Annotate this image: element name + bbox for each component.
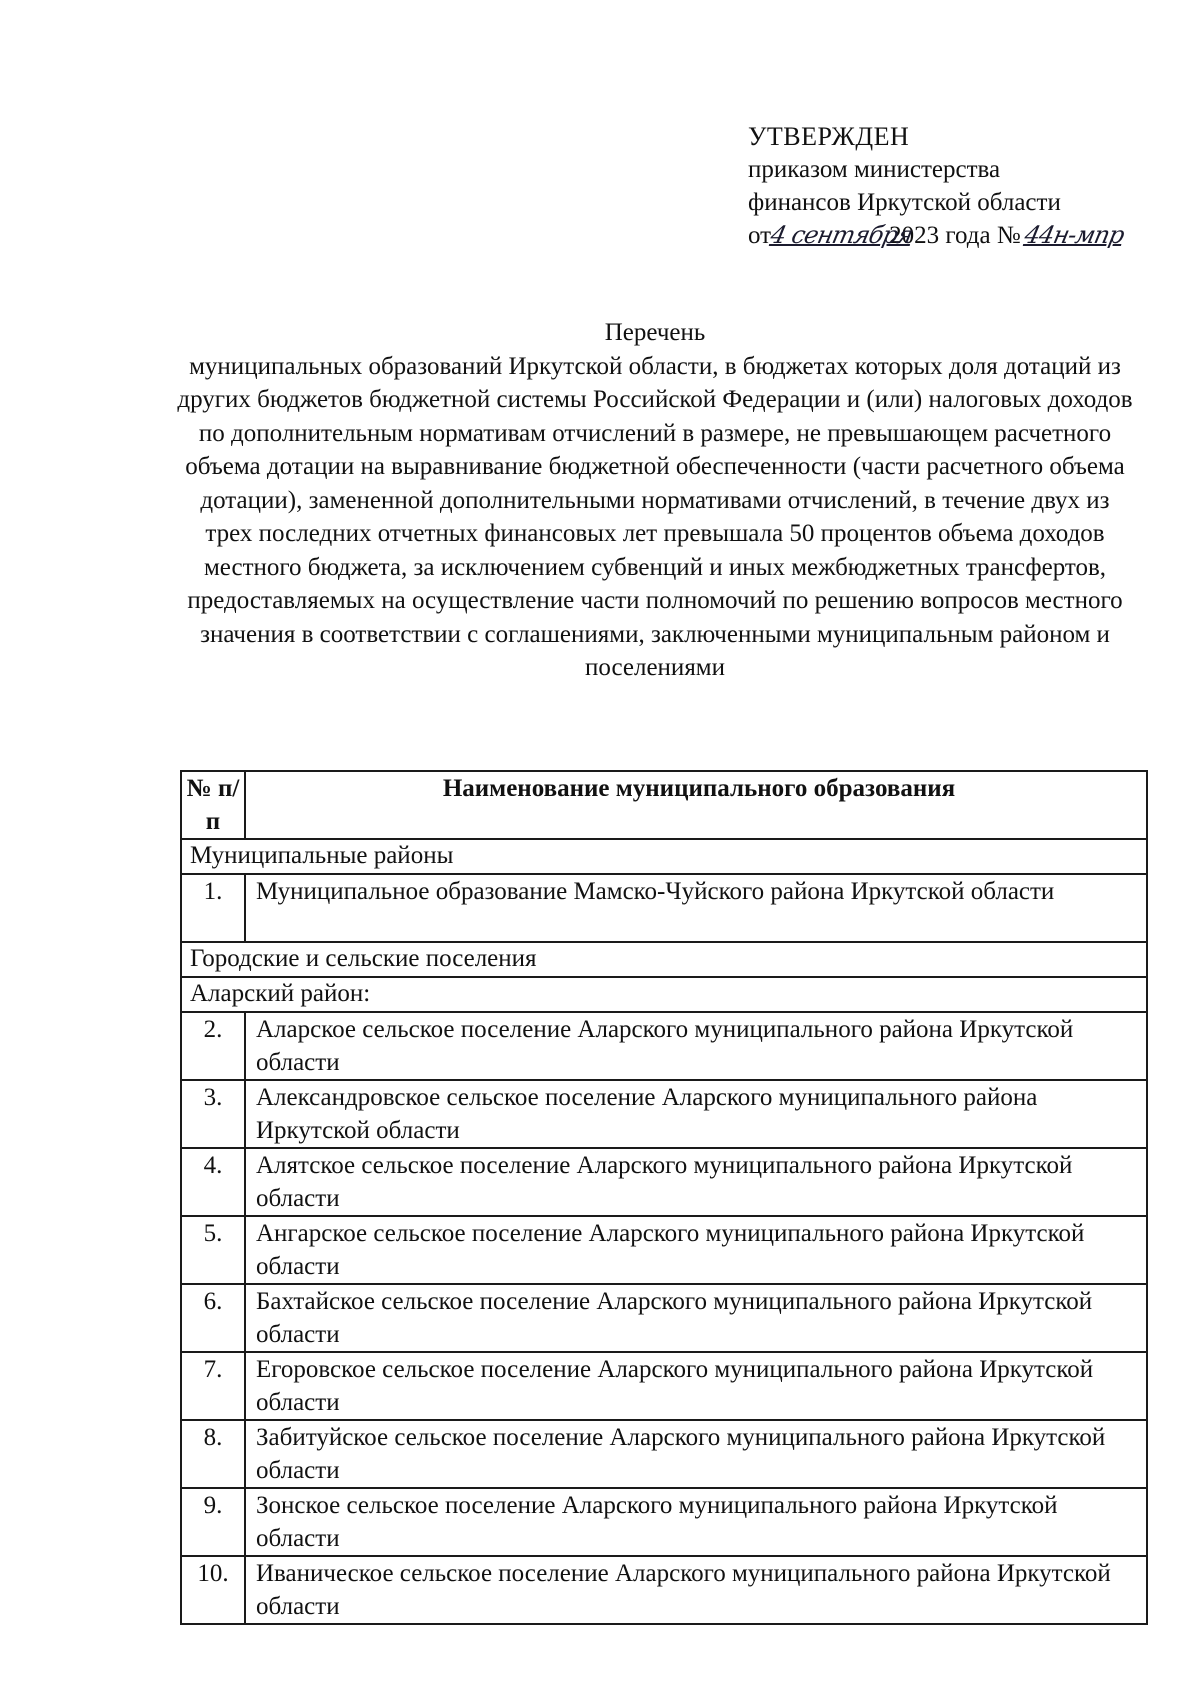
approval-block: [748, 120, 1168, 252]
table-row: [181, 1216, 1147, 1284]
document-heading: [175, 316, 1135, 685]
table-row: [181, 1488, 1147, 1556]
row-number: 6.: [181, 1284, 245, 1352]
row-number: 8.: [181, 1420, 245, 1488]
row-name: Муниципальное образование Мамско-Чуйского района Иркутской области: [245, 874, 1147, 942]
row-name: Аларское сельское поселение Аларского муниципального района Иркутской области: [245, 1012, 1147, 1080]
table-row: [181, 1556, 1147, 1624]
row-number: 7.: [181, 1352, 245, 1420]
row-name: Александровское сельское поселение Аларского муниципального района Иркутской области: [245, 1080, 1147, 1148]
approval-date-line: [748, 219, 1168, 252]
row-number: 3.: [181, 1080, 245, 1148]
column-header-number: № п/п: [181, 771, 245, 839]
approval-title: УТВЕРЖДЕН: [748, 122, 910, 151]
approval-line-1: приказом министерства: [748, 156, 1001, 183]
row-name: Иваническое сельское поселение Аларского муниципального района Иркутской области: [245, 1556, 1147, 1624]
section-row-settlements: [181, 942, 1147, 977]
table-row: [181, 1420, 1147, 1488]
handwritten-order-number: 44н-мпр: [1021, 221, 1126, 249]
row-name: Егоровское сельское поселение Аларского муниципального района Иркутской области: [245, 1352, 1147, 1420]
column-header-name: Наименование муниципального образования: [245, 771, 1147, 839]
table-row: [181, 874, 1147, 942]
row-name: Бахтайское сельское поселение Аларского муниципального района Иркутской области: [245, 1284, 1147, 1352]
table-row: [181, 1012, 1147, 1080]
approval-prefix: от: [748, 222, 772, 249]
row-number: 2.: [181, 1012, 245, 1080]
handwritten-date: 4 сентября: [768, 221, 916, 249]
row-name: Зонское сельское поселение Аларского муниципального района Иркутской области: [245, 1488, 1147, 1556]
subsection-label: Аларский район:: [181, 977, 1147, 1012]
heading-text: муниципальных образований Иркутской области, в бюджетах которых доля дотаций из других бюджетов бюджетной системы Российской Федерации и (или) налоговых доходов по дополнительным нормативам отчислений в размере, не превышающем расчетного объема дотации на выравнивание бюджетной обеспеченности (части расчетного объема дотации), замененной дополнительными нормативами отчислений, в течение двух из трех последних отчетных финансовых лет превышала 50 процентов объема доходов местного бюджета, за исключением субвенций и иных межбюджетных трансфертов, предоставляемых на осуществление части полномочий по решению вопросов местного значения в соответствии с соглашениями, заключенными муниципальным районом и поселениями: [177, 352, 1133, 681]
row-number: 10.: [181, 1556, 245, 1624]
section-label: Городские и сельские поселения: [181, 942, 1147, 977]
row-name: Алятское сельское поселение Аларского муниципального района Иркутской области: [245, 1148, 1147, 1216]
subsection-row-alarsky: [181, 977, 1147, 1012]
section-row-districts: [181, 839, 1147, 874]
approval-year-text: 2023 года №: [889, 222, 1021, 249]
row-number: 5.: [181, 1216, 245, 1284]
row-number: 9.: [181, 1488, 245, 1556]
row-name: Забитуйское сельское поселение Аларского муниципального района Иркутской области: [245, 1420, 1147, 1488]
row-number: 4.: [181, 1148, 245, 1216]
row-name: Ангарское сельское поселение Аларского муниципального района Иркутской области: [245, 1216, 1147, 1284]
section-label: Муниципальные районы: [181, 839, 1147, 874]
table-row: [181, 1284, 1147, 1352]
approval-line-2: финансов Иркутской области: [748, 189, 1061, 216]
table-header-row: [181, 771, 1147, 839]
table-row: [181, 1148, 1147, 1216]
table-row: [181, 1352, 1147, 1420]
row-number: 1.: [181, 874, 245, 942]
heading-label: Перечень: [604, 319, 706, 346]
municipalities-table: [180, 770, 1148, 1625]
table-row: [181, 1080, 1147, 1148]
